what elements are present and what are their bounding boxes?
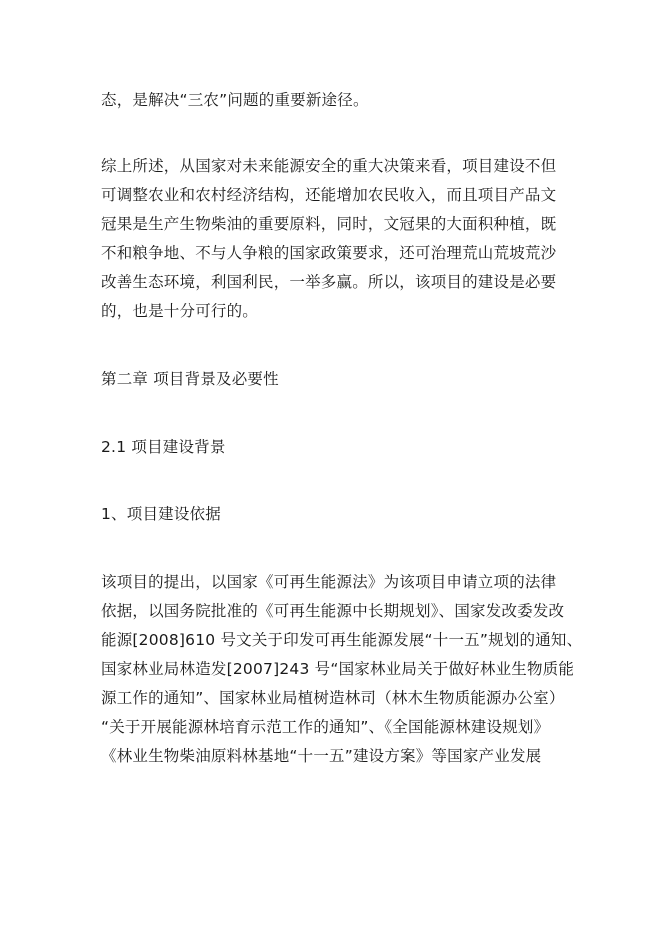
text-line: 该项目的提出，以国家《可再生能源法》为该项目申请立项的法律 bbox=[101, 573, 557, 591]
text-line: 不和粮争地、不与人争粮的国家政策要求，还可治理荒山荒坡荒沙 bbox=[101, 244, 557, 262]
paragraph-summary bbox=[101, 152, 561, 326]
paragraph-basis bbox=[101, 568, 583, 771]
text-line: 国家林业局林造发[2007]243 号“国家林业局关于做好林业生物质能 bbox=[101, 660, 575, 678]
paragraph-spacer bbox=[101, 326, 561, 365]
text-line: 《林业生物柴油原料林基地“十一五”建设方案》等国家产业发展 bbox=[101, 747, 542, 765]
text-line: 源工作的通知”、国家林业局植树造林司（林木生物质能源办公室） bbox=[101, 689, 565, 707]
text-line: 综上所述，从国家对未来能源安全的重大决策来看，项目建设不但 bbox=[101, 157, 557, 175]
text-line: 依据，以国务院批准的《可再生能源中长期规划》、国家发改委发改 bbox=[101, 602, 565, 620]
text-line: 冠果是生产生物柴油的重要原料，同时，文冠果的大面积种植，既 bbox=[101, 215, 557, 233]
subsection-title: 1、项目建设依据 bbox=[101, 505, 221, 523]
text-line: 的，也是十分可行的。 bbox=[101, 302, 259, 320]
paragraph-spacer bbox=[101, 529, 561, 568]
paragraph-intro bbox=[101, 86, 561, 115]
document-body bbox=[101, 86, 583, 771]
section-title: 2.1 项目建设背景 bbox=[101, 438, 226, 456]
paragraph-spacer bbox=[101, 394, 561, 433]
text-line: 改善生态环境，利国利民，一举多赢。所以，该项目的建设是必要 bbox=[101, 273, 557, 291]
text-line: 态，是解决“三农”问题的重要新途径。 bbox=[101, 91, 369, 109]
text-line: 可调整农业和农村经济结构，还能增加农民收入，而且项目产品文 bbox=[101, 186, 557, 204]
chapter-title: 第二章 项目背景及必要性 bbox=[101, 370, 279, 388]
paragraph-spacer bbox=[101, 462, 561, 500]
text-line: 能源[2008]610 号文关于印发可再生能源发展“十一五”规划的通知、 bbox=[101, 631, 583, 649]
text-line: “关于开展能源林培育示范工作的通知”、《全国能源林建设规划》 bbox=[101, 718, 550, 736]
paragraph-spacer bbox=[101, 115, 561, 152]
